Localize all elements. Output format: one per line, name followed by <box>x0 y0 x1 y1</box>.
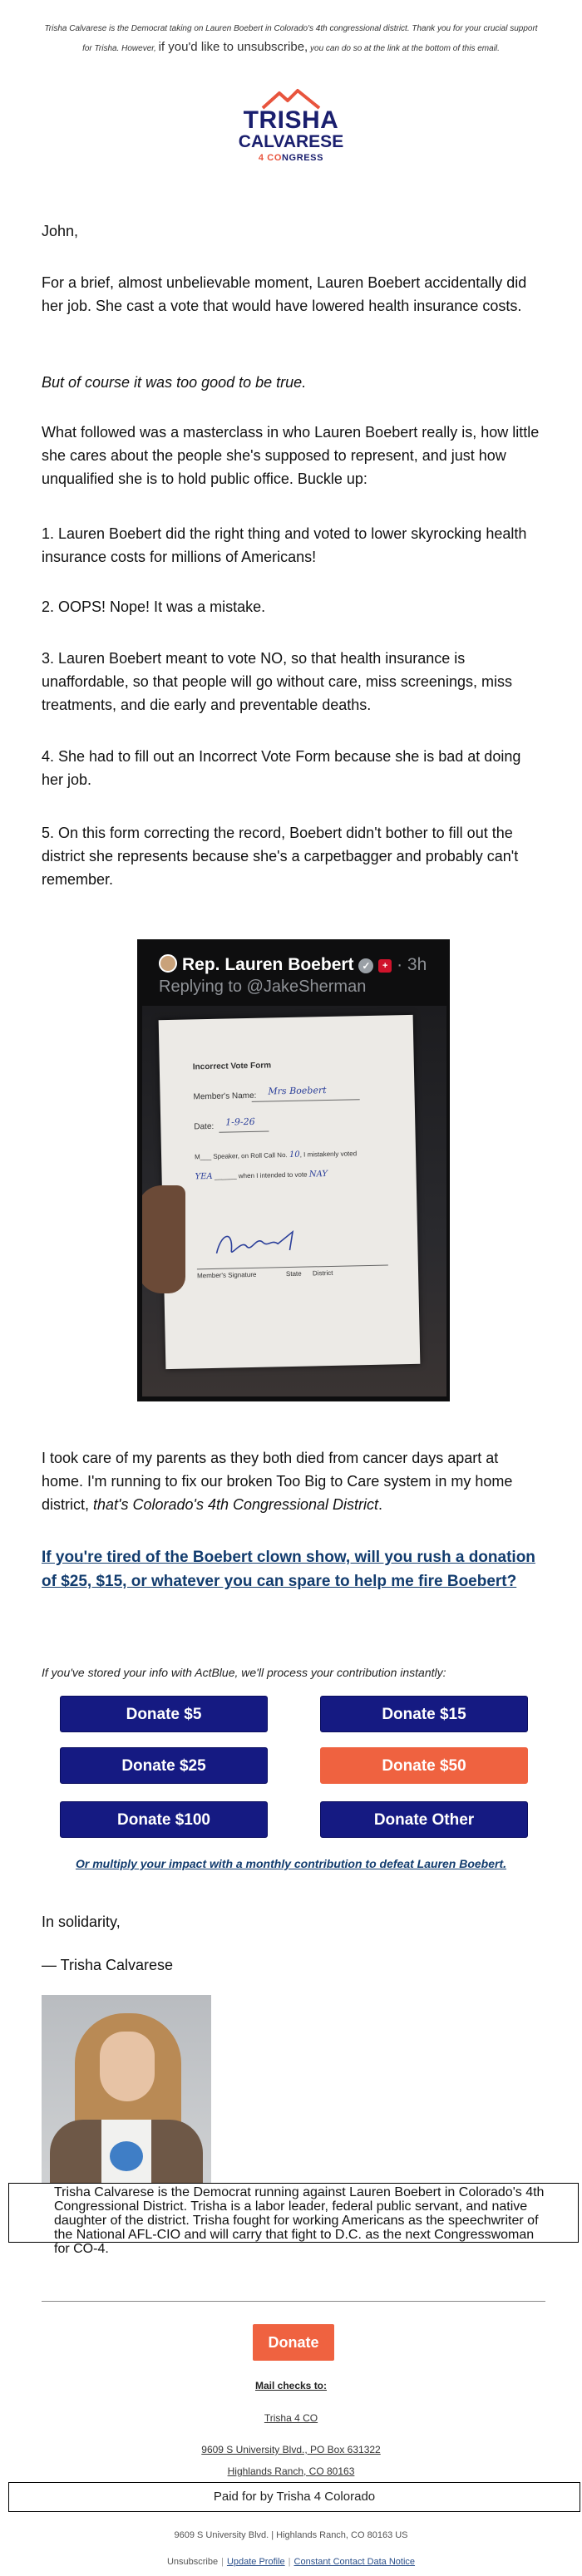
footer-address: 9609 S University Blvd. | Highlands Ranch, CO 80163 US <box>174 2530 408 2540</box>
tweet-screenshot <box>137 939 450 1401</box>
donate-5-button[interactable]: Donate $5 <box>60 1696 268 1732</box>
mail-checks-heading: Mail checks to: <box>254 2380 328 2391</box>
logo-tagline-rest: NGRESS <box>282 153 324 163</box>
form-date-label: Date: <box>194 1121 215 1132</box>
tweet-header <box>159 954 427 975</box>
list-item-5: 5. On this form correcting the record, Boebert didn't bother to fill out the district she represents because she's a carpetbagger and probably can't remember. <box>42 825 519 888</box>
unsubscribe-link[interactable]: Unsubscribe <box>166 2557 219 2567</box>
form-voted-text: , I mistakenly voted <box>299 1150 358 1159</box>
tweet-time: · 3h <box>397 955 427 974</box>
preheader <box>42 0 540 58</box>
preheader-text-b: you can do so at the link at the bottom of this email. <box>308 44 500 53</box>
paragraph-4-emphasis: that's Colorado's 4th Congressional District <box>93 1496 379 1513</box>
mail-address-line1: 9609 S University Blvd., PO Box 631322 <box>201 2444 381 2455</box>
incorrect-vote-form: Incorrect Vote Form Member's Name: Mrs Boebert Date: 1-9-26 M___ Speaker, on Roll Call No. 10, I mistakenly voted YEA ______ when I intended to vote NAY Member's Signature State District <box>159 1015 421 1369</box>
form-rollcall-value: 10 <box>289 1150 300 1160</box>
form-title: Incorrect Vote Form <box>192 1061 272 1072</box>
signature-name: — Trisha Calvarese <box>42 1957 174 1973</box>
avatar <box>159 954 177 973</box>
form-photo <box>142 1006 446 1396</box>
paragraph-4-end: . <box>378 1496 383 1513</box>
unsubscribe-prompt: if you'd like to unsubscribe, <box>158 40 308 54</box>
donate-other-button[interactable]: Donate Other <box>320 1801 528 1838</box>
paragraph-4 <box>42 1446 540 1516</box>
logo-tagline <box>233 151 349 165</box>
logo-first-name: TRISHA <box>243 106 339 134</box>
form-voted-value: YEA <box>195 1171 213 1182</box>
paragraph-4-text: I took care of my parents as they both died from cancer days apart at home. I'm running to fix our broken Too Big to Care system in my home district, <box>42 1450 513 1513</box>
signature <box>213 1223 313 1262</box>
list-item-4: 4. She had to fill out an Incorrect Vote Form because she is bad at doing her job. <box>42 748 521 788</box>
list-item-2: 2. OOPS! Nope! It was a mistake. <box>42 598 266 615</box>
preheader-text-a: for Trisha. However, <box>82 44 159 53</box>
form-member-label: Member's Name: <box>193 1091 257 1102</box>
form-district-label: District <box>312 1268 333 1278</box>
greeting: John, <box>42 223 79 239</box>
donate-100-button[interactable]: Donate $100 <box>60 1801 268 1838</box>
form-intended-value: NAY <box>308 1170 328 1180</box>
cta-donate-link[interactable]: If you're tired of the Boebert clown show, will you rush a donation of $25, $15, or whatever you can spare to help me fire Boebert? <box>42 1549 535 1590</box>
paragraph-3: What followed was a masterclass in who Lauren Boebert really is, how little she cares about the people she's supposed to represent, and just how unqualified she is to hold public office. Buckle up: <box>42 424 540 487</box>
campaign-logo <box>233 88 349 165</box>
list-item-1: 1. Lauren Boebert did the right thing and voted to lower skyrocking health insurance costs for millions of Americans! <box>42 525 527 565</box>
paid-for-disclaimer: Paid for by Trisha 4 Colorado <box>8 2482 580 2512</box>
form-member-value: Mrs Boebert <box>268 1085 327 1097</box>
form-speaker-text: M___ Speaker, on Roll Call No. <box>194 1151 288 1161</box>
tweet-replying-to: Replying to @JakeSherman <box>159 978 367 996</box>
mail-recipient: Trisha 4 CO <box>264 2412 318 2424</box>
monthly-donation-link[interactable]: Or multiply your impact with a monthly contribution to defeat Lauren Boebert. <box>75 1857 507 1870</box>
form-state-label: State <box>285 1269 302 1278</box>
list-item-3: 3. Lauren Boebert meant to vote NO, so that health insurance is unaffordable, so that people will go without care, miss screenings, miss treatments, and die early and preventable deaths. <box>42 650 512 713</box>
donate-25-button[interactable]: Donate $25 <box>60 1747 268 1784</box>
form-date-value: 1-9-26 <box>225 1116 255 1128</box>
mail-address-line2: Highlands Ranch, CO 80163 <box>227 2465 355 2477</box>
preheader-line1: Trisha Calvarese is the Democrat taking on Lauren Boebert in Colorado's 4th congressional district. Thank you for your crucial support <box>44 24 538 33</box>
paragraph-2: But of course it was too good to be true. <box>42 374 307 391</box>
candidate-photo <box>42 1995 211 2183</box>
data-notice-link[interactable]: Constant Contact Data Notice <box>293 2557 416 2567</box>
logo-last-name: CALVARESE <box>238 132 344 151</box>
flag-icon: + <box>378 959 392 973</box>
update-profile-link[interactable]: Update Profile <box>226 2557 285 2567</box>
candidate-bio <box>8 2183 579 2256</box>
footer-links: Unsubscribe | Update Profile | Constant Contact Data Notice <box>166 2557 416 2567</box>
closing: In solidarity, <box>42 1914 121 1930</box>
tweet-author: Rep. Lauren Boebert <box>182 955 354 974</box>
verified-icon: ✓ <box>358 958 373 973</box>
preheader-line2 <box>42 38 540 58</box>
actblue-note: If you've stored your info with ActBlue, we'll process your contribution instantly: <box>42 1666 446 1679</box>
form-intended-label: when I intended to vote <box>238 1170 308 1180</box>
logo-tagline-accent: 4 CO <box>258 153 282 163</box>
hand <box>142 1185 185 1293</box>
bio-text: Trisha Calvarese is the Democrat running against Lauren Boebert in Colorado's 4th Congressional District. Trisha is a labor leader, federal public servant, and native daughter of the district. Trisha fought for working Americans as the speechwriter of the National AFL-CIO and will carry that fight to D.C. as the next Congresswoman for CO-4. <box>54 2185 545 2256</box>
divider <box>42 2301 545 2302</box>
footer-donate-button[interactable]: Donate <box>253 2324 334 2361</box>
paragraph-1: For a brief, almost unbelievable moment, Lauren Boebert accidentally did her job. She cast a vote that would have lowered health insurance costs. <box>42 274 527 314</box>
form-signature-label: Member's Signature <box>196 1270 257 1280</box>
donate-50-button[interactable]: Donate $50 <box>320 1747 528 1784</box>
donate-15-button[interactable]: Donate $15 <box>320 1696 528 1732</box>
